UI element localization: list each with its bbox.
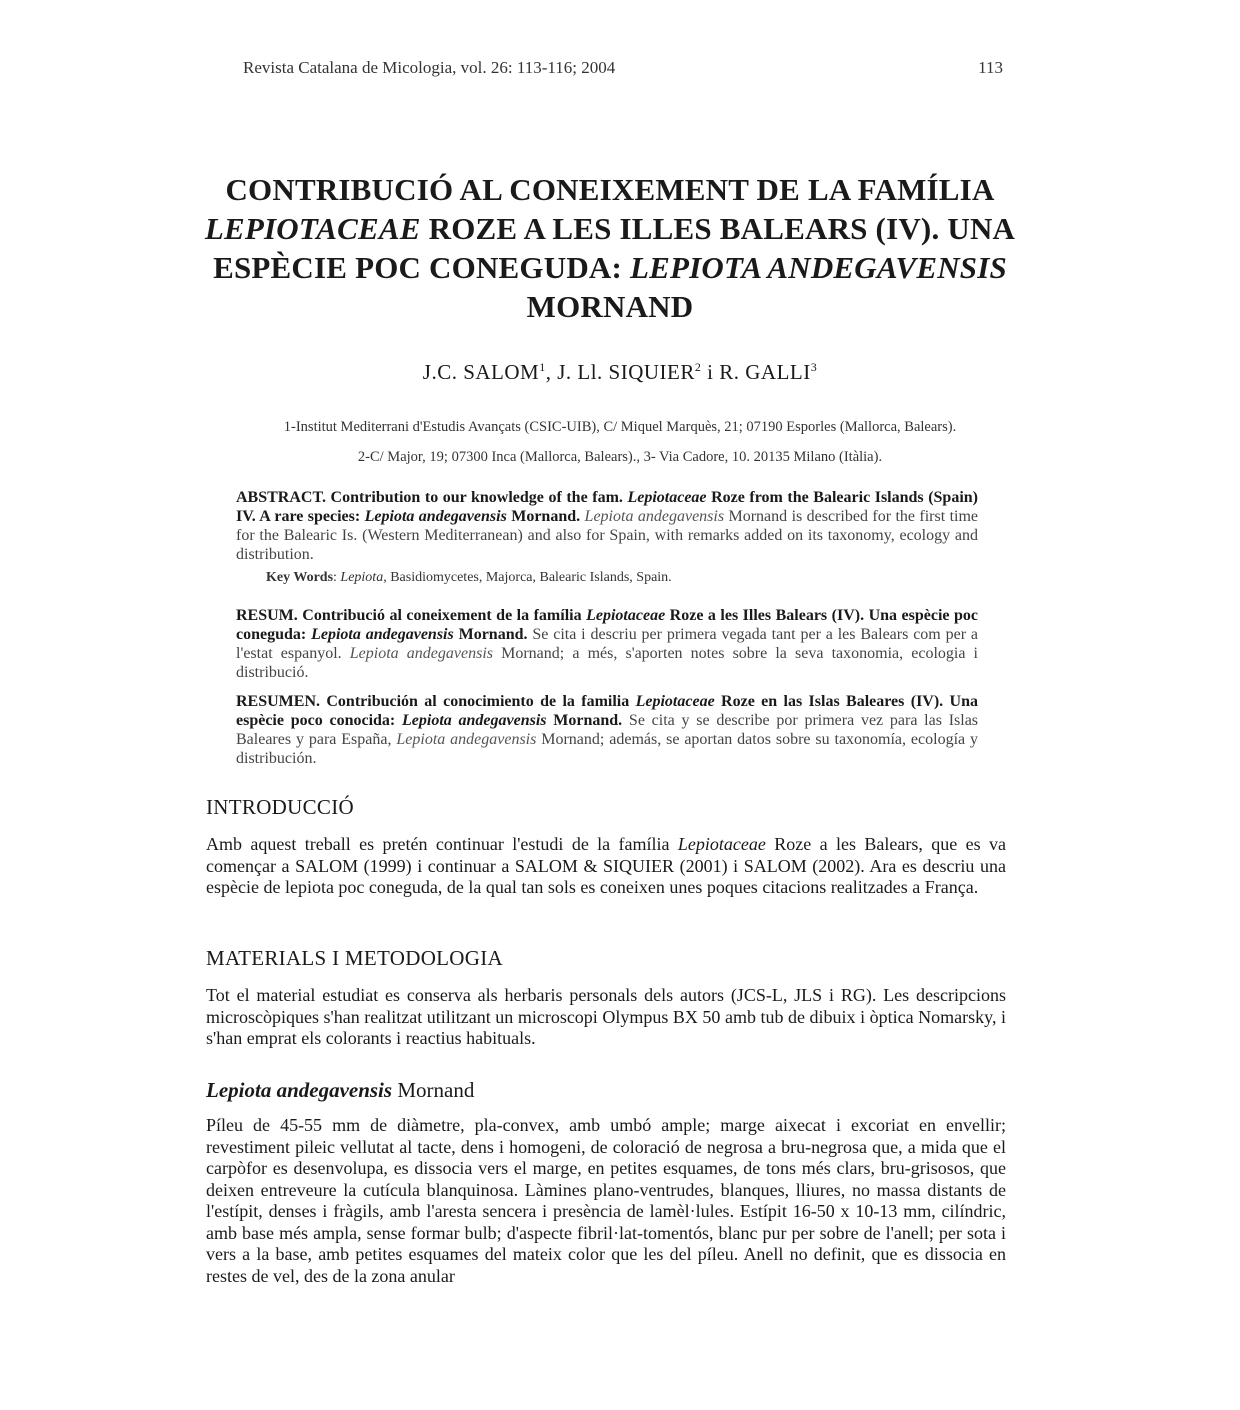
title-line-4: MORNAND — [526, 289, 694, 324]
affiliation-line-2: 2-C/ Major, 19; 07300 Inca (Mallorca, Balears)., 3- Via Cadore, 10. 20135 Milano (Itàlia). — [357, 449, 883, 465]
abstract-text: Mornand is described for the first time for the Balearic Is. (Western Mediterranean) and also for Spain, with remarks added on its taxonomy, ecology and distribution. — [236, 508, 979, 563]
title-line-3-start: ESPÈCIE POC CONEGUDA: — [213, 250, 630, 285]
author-1-affil: 1 — [539, 360, 546, 374]
affiliations — [150, 412, 1090, 472]
abstract-bold-text: Roze from the Balearic Islands (Spain) IV. A rare species: — [236, 489, 979, 525]
title-line-2 — [180, 209, 1040, 248]
abstract-catalan — [236, 606, 978, 682]
resumen-taxon: Lepiota andegavensis — [402, 712, 547, 729]
abstract-spanish — [236, 692, 978, 768]
page-number: 113 — [978, 58, 1003, 77]
introduccio-text: Amb aquest treball es pretén continuar l'estudi de la família — [206, 834, 678, 854]
authors — [0, 360, 1240, 385]
author-3: R. GALLI — [719, 360, 811, 384]
affiliation-line-1: 1-Institut Mediterrani d'Estudis Avançats (CSIC-UIB), C/ Miquel Marquès, 21; 07190 Esporles (Mallorca, Balears). — [283, 419, 957, 435]
introduccio-taxon: Lepiotaceae — [677, 834, 766, 854]
species-heading — [206, 1078, 474, 1103]
title-line-2-rest: ROZE A LES ILLES BALEARS (IV). UNA — [420, 211, 1016, 246]
resum-text: Mornand; a més, s'aporten notes sobre la seva taxonomia, ecologia i distribució. — [236, 645, 978, 681]
title-line-3 — [180, 248, 1040, 287]
resum-bold-text: Roze a les Illes Balears (IV). Una espècie poc coneguda: — [236, 607, 979, 643]
resum-bold-text: Mornand. — [453, 626, 528, 643]
keyword-genus: Lepiota — [340, 570, 384, 585]
resum-label: RESUM. — [236, 607, 298, 624]
keywords-label: Key Words — [266, 570, 334, 585]
abstract-taxon: Lepiota andegavensis — [364, 508, 507, 525]
title-taxon-species: LEPIOTA ANDEGAVENSIS — [629, 250, 1007, 285]
keywords — [266, 570, 672, 586]
species-description: Píleu de 45-55 mm de diàmetre, pla-convex, amb umbó ample; marge aixecat i excoriat en envellir; revestiment pileic vellutat al tacte, dens i homogeni, de coloració de negrosa a bru-negrosa que, a mida que el carpòfor es desenvolupa, es dissocia vers el marge, en petites esquames, de tons més clars, bru-grisosos, que deixen entreveure la cutícula blanquinosa. Làmines plano-ventrudes, blanques, lliures, no massa distants de l'estípit, denses i fràgils, amb l'aresta sencera i presència de lamèl·lules. Estípit 16-50 x 10-13 mm, cilíndric, amb base més ampla, sense formar bulb; d'aspecte fibril·lat-tomentós, blanc pur per sobre de l'anell; per sota i vers a la base, amb petites esquames del mateix color que les del píleu. Anell no definit, que es dissocia en restes de vel, des de la zona anular — [206, 1115, 1006, 1286]
resumen-taxon: Lepiota andegavensis — [396, 731, 537, 748]
species-name: Lepiota andegavensis — [206, 1078, 393, 1102]
author-3-affil: 3 — [810, 360, 818, 374]
resum-taxon: Lepiota andegavensis — [311, 626, 454, 643]
resumen-taxon: Lepiotaceae — [635, 693, 715, 710]
author-sep: i — [701, 360, 720, 384]
author-sep: , — [545, 360, 558, 384]
author-2: J. Ll. SIQUIER — [557, 360, 695, 384]
article-title — [180, 170, 1040, 326]
resumen-bold-text: Contribución al conocimiento de la familia — [320, 693, 636, 710]
abstract-taxon: Lepiota andegavensis — [580, 508, 725, 525]
abstract-taxon: Lepiotaceae — [627, 489, 707, 506]
abstract-bold-text: Mornand. — [506, 508, 581, 525]
resumen-text: Se cita y se describe por primera vez para las Islas Baleares y para España, — [236, 712, 979, 748]
author-2-affil: 2 — [694, 360, 702, 374]
keywords-list: , Basidiomycetes, Majorca, Balearic Islands, Spain. — [383, 570, 672, 585]
introduccio-text: Roze a les Balears, que es va començar a SALOM (1999) i continuar a SALOM & SIQUIER (2001) i SALOM (2002). Ara es descriu una espècie de lepiota poc coneguda, de la qual tan sols es coneixen unes poques citacions realitzades a França. — [206, 834, 1006, 897]
journal-citation: Revista Catalana de Micologia, vol. 26: 113-116; 2004 — [243, 58, 616, 77]
resum-taxon: Lepiotaceae — [586, 607, 666, 624]
materials-paragraph: Tot el material estudiat es conserva als herbaris personals dels autors (JCS-L, JLS i RG). Les descripcions microscòpiques s'han realitzat utilitzant un microscopi Olympus BX 50 amb tub de dibuix i òptica Nomarsky, i s'han emprat els colorants i reactius habituals. — [206, 985, 1006, 1048]
abstract-label: ABSTRACT. — [236, 489, 326, 506]
resumen-label: RESUMEN. — [236, 693, 321, 710]
title-taxon-family: LEPIOTACEAE — [204, 211, 421, 246]
resum-bold-text: Contribució al coneixement de la família — [297, 607, 587, 624]
author-1: J.C. SALOM — [422, 360, 540, 384]
abstract-english — [236, 488, 978, 564]
introduccio-paragraph — [206, 834, 1006, 899]
abstract-bold-text: Contribution to our knowledge of the fam. — [325, 489, 628, 506]
resumen-text: Mornand; además, se aportan datos sobre su taxonomía, ecología y distribución. — [236, 731, 979, 767]
resumen-bold-text: Mornand. — [546, 712, 623, 729]
resumen-bold-text: Roze en las Islas Baleares (IV). Una espècie poco conocida: — [236, 693, 978, 729]
resum-text: Se cita i descriu per primera vegada tant per a les Balears com per a l'estat espanyol. — [236, 626, 979, 662]
title-line-1: CONTRIBUCIÓ AL CONEIXEMENT DE LA FAMÍLIA — [225, 172, 995, 207]
keywords-sep: : — [333, 570, 341, 585]
species-author: Mornand — [392, 1078, 475, 1102]
resum-taxon: Lepiota andegavensis — [349, 645, 493, 662]
section-heading-introduccio: INTRODUCCIÓ — [206, 795, 354, 819]
running-head — [243, 58, 1003, 78]
section-heading-materials: MATERIALS I METODOLOGIA — [206, 946, 503, 970]
